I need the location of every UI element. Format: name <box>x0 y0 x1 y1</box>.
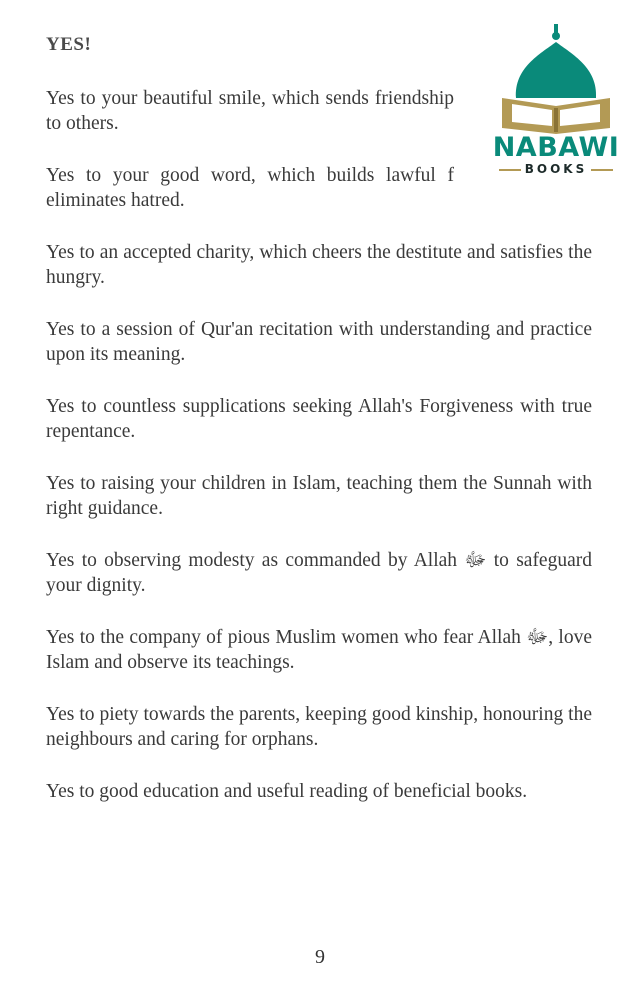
paragraph-1: Yes to your beautiful smile, which sends friendship to others. <box>46 88 454 134</box>
paragraph-8: Yes to the company of pious Muslim women who fear Allah ﷻ, love Islam and observe its teachings. <box>46 627 592 673</box>
nabawi-books-logo <box>472 18 640 198</box>
page-number: 9 <box>315 946 325 968</box>
page-heading: YES! <box>46 34 92 55</box>
logo-subtitle <box>472 162 640 176</box>
paragraph-5: Yes to countless supplications seeking Allah's Forgiveness with true repentance. <box>46 396 592 442</box>
paragraph-9: Yes to piety towards the parents, keeping good kinship, honouring the neighbours and caring for orphans. <box>46 704 592 750</box>
logo-subtitle-text: BOOKS <box>524 162 588 176</box>
paragraph-2: Yes to your good word, which builds lawful f eliminates hatred. <box>46 165 454 211</box>
logo-wordmark: NABAWI <box>492 132 620 163</box>
paragraph-7: Yes to observing modesty as commanded by Allah ﷻ to safeguard your dignity. <box>46 550 592 596</box>
dome-book-icon <box>498 24 614 136</box>
paragraph-6: Yes to raising your children in Islam, teaching them the Sunnah with right guidance. <box>46 473 592 519</box>
paragraph-10: Yes to good education and useful reading of beneficial books. <box>46 781 528 802</box>
paragraph-4: Yes to a session of Qur'an recitation with understanding and practice upon its meaning. <box>46 319 592 365</box>
paragraph-3: Yes to an accepted charity, which cheers the destitute and satisfies the hungry. <box>46 242 592 288</box>
